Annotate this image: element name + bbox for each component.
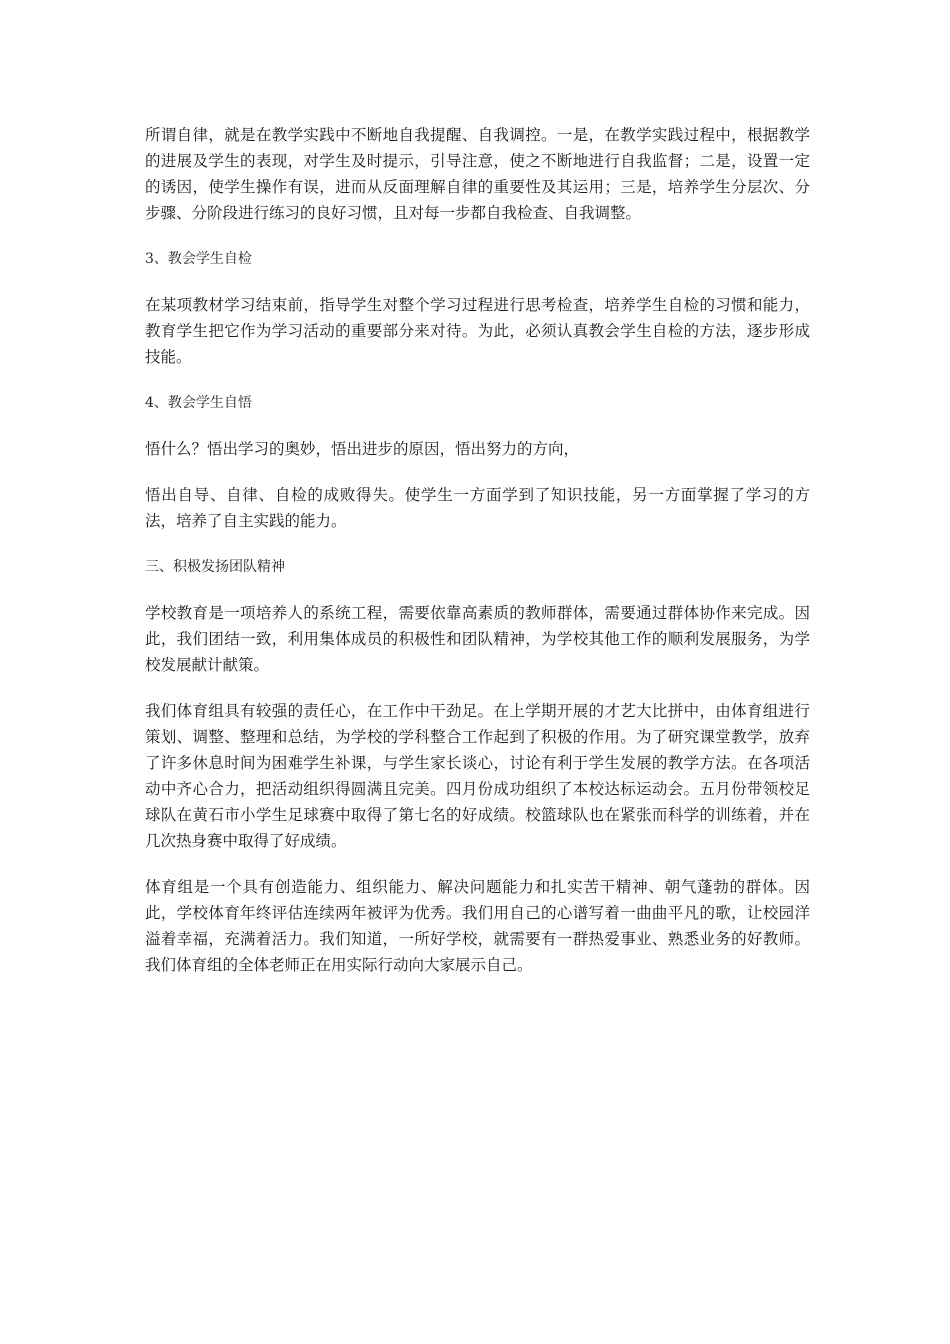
paragraph-pe-group-work: 我们体育组具有较强的责任心，在工作中干劲足。在上学期开展的才艺大比拼中，由体育组进行策划、调整、整理和总结，为学校的学科整合工作起到了积极的作用。为了研究课堂教学，放弃了许多休息时间为困难学生补课，与学生家长谈心，讨论有利于学生发展的教学方法。在各项活动中齐心合力，把活动组织得圆满且完美。四月份成功组织了本校达标运动会。五月份带领校足球队在黄石市小学生足球赛中取得了第七名的好成绩。校篮球队也在紧张而科学的训练着，并在几次热身赛中取得了好成绩。 bbox=[145, 702, 810, 850]
heading-self-realization: 4、教会学生自悟 bbox=[145, 395, 252, 411]
document-page bbox=[145, 122, 810, 998]
paragraph-self-check: 在某项教材学习结束前，指导学生对整个学习过程进行思考检查，培养学生自检的习惯和能力，教育学生把它作为学习活动的重要部分来对待。为此，必须认真教会学生自检的方法，逐步形成技能。 bbox=[145, 296, 810, 366]
heading-self-check: 3、教会学生自检 bbox=[145, 251, 252, 267]
paragraph-pe-group-summary: 体育组是一个具有创造能力、组织能力、解决问题能力和扎实苦干精神、朝气蓬勃的群体。因此，学校体育年终评估连续两年被评为优秀。我们用自己的心谱写着一曲曲平凡的歌，让校园洋溢着幸福，充满着活力。我们知道，一所好学校，就需要有一群热爱事业、熟悉业务的好教师。我们体育组的全体老师正在用实际行动向大家展示自己。 bbox=[145, 878, 810, 974]
paragraph-school-education: 学校教育是一项培养人的系统工程，需要依靠高素质的教师群体，需要通过群体协作来完成。因此，我们团结一致，利用集体成员的积极性和团队精神，为学校其他工作的顺利发展服务，为学校发展献计献策。 bbox=[145, 604, 810, 674]
paragraph-realization-result: 悟出自导、自律、自检的成败得失。使学生一方面学到了知识技能，另一方面掌握了学习的方法，培养了自主实践的能力。 bbox=[145, 486, 810, 530]
paragraph-self-discipline: 所谓自律，就是在教学实践中不断地自我提醒、自我调控。一是，在教学实践过程中，根据教学的进展及学生的表现，对学生及时提示，引导注意，使之不断地进行自我监督；二是，设置一定的诱因，使学生操作有误，进而从反面理解自律的重要性及其运用；三是，培养学生分层次、分步骤、分阶段进行练习的良好习惯，且对每一步都自我检查、自我调整。 bbox=[145, 126, 810, 222]
paragraph-realization-question: 悟什么？悟出学习的奥妙，悟出进步的原因，悟出努力的方向， bbox=[145, 440, 580, 458]
heading-team-spirit: 三、积极发扬团队精神 bbox=[145, 559, 285, 575]
